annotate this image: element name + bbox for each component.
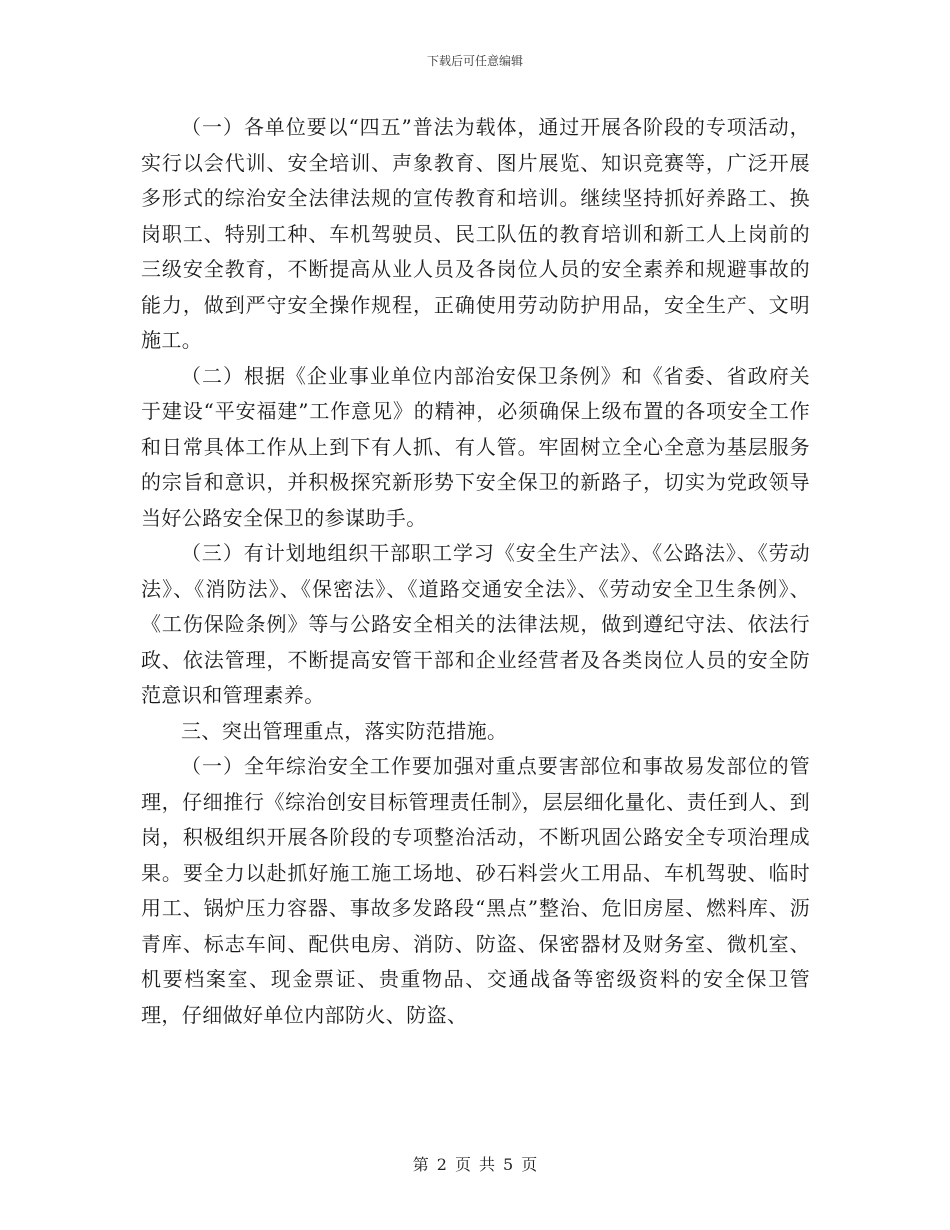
footer-total-prefix: 共 (479, 1155, 496, 1174)
page-footer (0, 1155, 950, 1175)
footer-prefix: 第 (412, 1155, 429, 1174)
document-body (141, 110, 810, 1033)
paragraph-law-study: （三）有计划地组织干部职工学习《安全生产法》、《公路法》、《劳动法》、《消防法》、《保密法》、《道路交通安全法》、《劳动安全卫生条例》、《工伤保险条例》等与公路安全相关的法律法规，做到遵纪守法、依法行政、依法管理，不断提高安管干部和企业经营者及各类岗位人员的安全防范意识和管理素养。 (141, 541, 810, 707)
footer-total-pages: 5 (503, 1155, 514, 1174)
footer-current-page: 2 (436, 1155, 447, 1174)
page-header-note: 下载后可任意编辑 (426, 54, 523, 68)
paragraph-security-regulation: （二）根据《企业事业单位内部治安保卫条例》和《省委、省政府关于建设“平安福建”工作意见》的精神，必须确保上级布置的各项安全工作和日常具体工作从上到下有人抓、有人管。牢固树立全心全意为基层服务的宗旨和意识，并积极探究新形势下安全保卫的新路子，切实为党政领导当好公路安全保卫的参谋助手。 (141, 363, 810, 530)
section-heading-three: 三、突出管理重点，落实防范措施。 (181, 718, 508, 743)
footer-suffix: 页 (521, 1155, 538, 1174)
paragraph-training: （一）各单位要以“四五”普法为载体，通过开展各阶段的专项活动，实行以会代训、安全培训、声象教育、图片展览、知识竞赛等，广泛开展多形式的综治安全法律法规的宣传教育和培训。继续坚持抓好养路工、换岗职工、特别工种、车机驾驶员、民工队伍的教育培训和新工人上岗前的三级安全教育，不断提高从业人员及各岗位人员的安全素养和规避事故的能力，做到严守安全操作规程，正确使用劳动防护用品，安全生产、文明施工。 (141, 115, 810, 352)
paragraph-key-areas: （一）全年综治安全工作要加强对重点要害部位和事故易发部位的管理，仔细推行《综治创安目标管理责任制》，层层细化量化、责任到人、到岗，积极组织开展各阶段的专项整治活动，不断巩固公路安全专项治理成果。要全力以赴抓好施工施工场地、砂石料尝火工用品、车机驾驶、临时用工、锅炉压力容器、事故多发路段“黑点”整治、危旧房屋、燃料库、沥青库、标志车间、配供电房、消防、防盗、保密器材及财务室、微机室、机要档案室、现金票证、贵重物品、交通战备等密级资料的安全保卫管理，仔细做好单位内部防火、防盗、 (141, 754, 810, 1027)
footer-page-word: 页 (454, 1155, 471, 1174)
